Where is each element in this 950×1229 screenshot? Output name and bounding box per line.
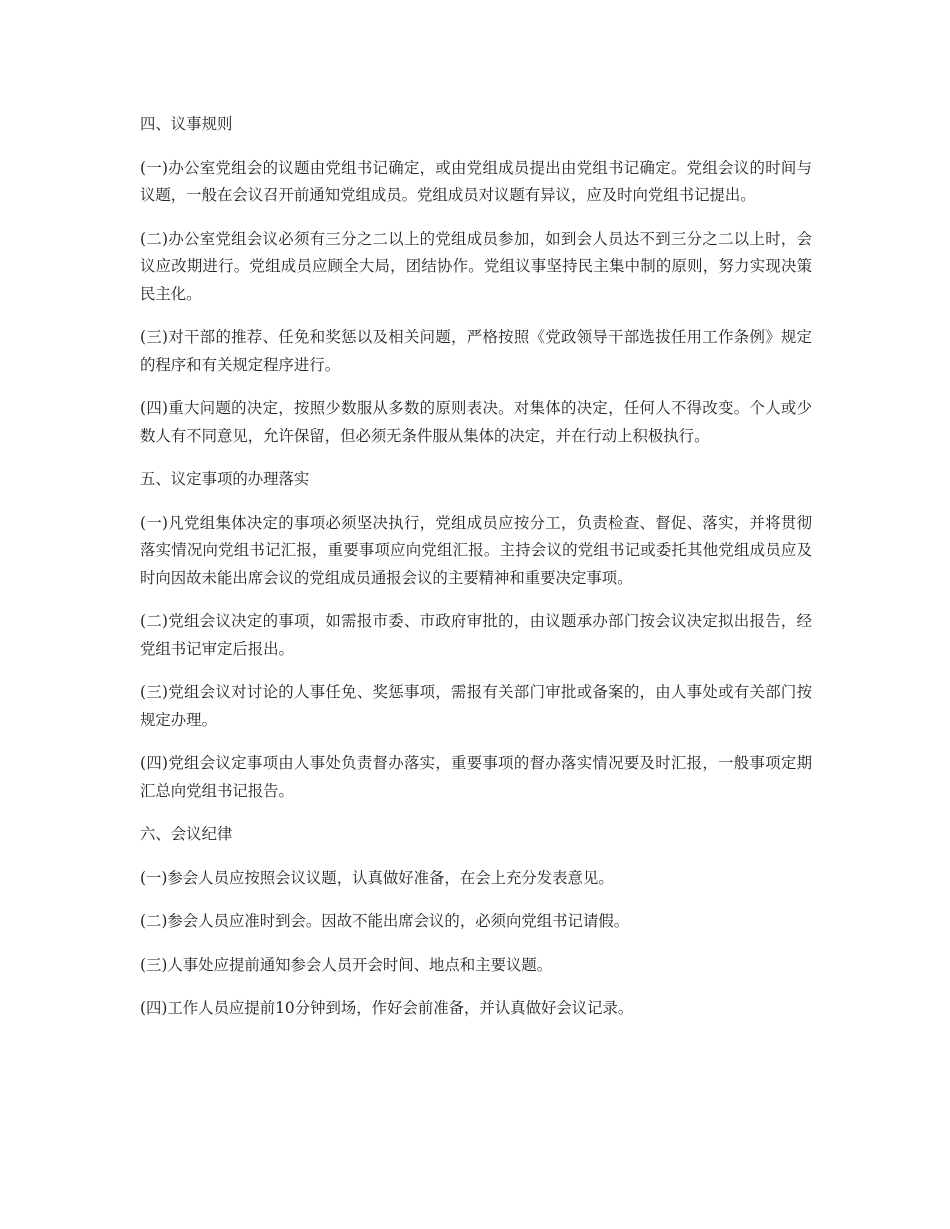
document-body <box>140 111 812 1039</box>
paragraph: (四)党组会议定事项由人事处负责督办落实，重要事项的督办落实情况要及时汇报，一般事项定期汇总向党组书记报告。 <box>140 754 812 800</box>
paragraph: (三)人事处应提前通知参会人员开会时间、地点和主要议题。 <box>140 955 553 974</box>
paragraph: (二)党组会议决定的事项，如需报市委、市政府审批的，由议题承办部门按会议决定拟出报告，经党组书记审定后报出。 <box>140 612 812 658</box>
paragraph: (一)凡党组集体决定的事项必须坚决执行，党组成员应按分工，负责检查、督促、落实，并将贯彻落实情况向党组书记汇报，重要事项应向党组汇报。主持会议的党组书记或委托其他党组成员应及时向因故未能出席会议的党组成员通报会议的主要精神和重要决定事项。 <box>140 513 812 587</box>
paragraph: (一)参会人员应按照会议议题，认真做好准备，在会上充分发表意见。 <box>140 868 614 887</box>
section-heading-rules: 四、议事规则 <box>140 115 233 133</box>
section-heading-discipline: 六、会议纪律 <box>140 825 233 843</box>
paragraph: (二)参会人员应准时到会。因故不能出席会议的，必须向党组书记请假。 <box>140 912 630 930</box>
paragraph: (二)办公室党组会议必须有三分之二以上的党组成员参加，如到会人员达不到三分之二以上时，会议应改期进行。党组成员应顾全大局，团结协作。党组议事坚持民主集中制的原则，努力实现决策民主化。 <box>140 229 812 303</box>
paragraph: (三)对干部的推荐、任免和奖惩以及相关问题，严格按照《党政领导干部选拔任用工作条例》规定的程序和有关规定程序进行。 <box>140 328 812 374</box>
paragraph: (四)重大问题的决定，按照少数服从多数的原则表决。对集体的决定，任何人不得改变。个人或少数人有不同意见，允许保留，但必须无条件服从集体的决定，并在行动上积极执行。 <box>140 399 812 445</box>
paragraph: (四)工作人员应提前10分钟到场，作好会前准备，并认真做好会议记录。 <box>140 999 634 1017</box>
paragraph: (三)党组会议对讨论的人事任免、奖惩事项，需报有关部门审批或备案的，由人事处或有关部门按规定办理。 <box>140 683 812 729</box>
paragraph: (一)办公室党组会的议题由党组书记确定，或由党组成员提出由党组书记确定。党组会议的时间与议题，一般在会议召开前通知党组成员。党组成员对议题有异议，应及时向党组书记提出。 <box>140 158 812 204</box>
section-heading-implementation: 五、议定事项的办理落实 <box>140 470 310 488</box>
